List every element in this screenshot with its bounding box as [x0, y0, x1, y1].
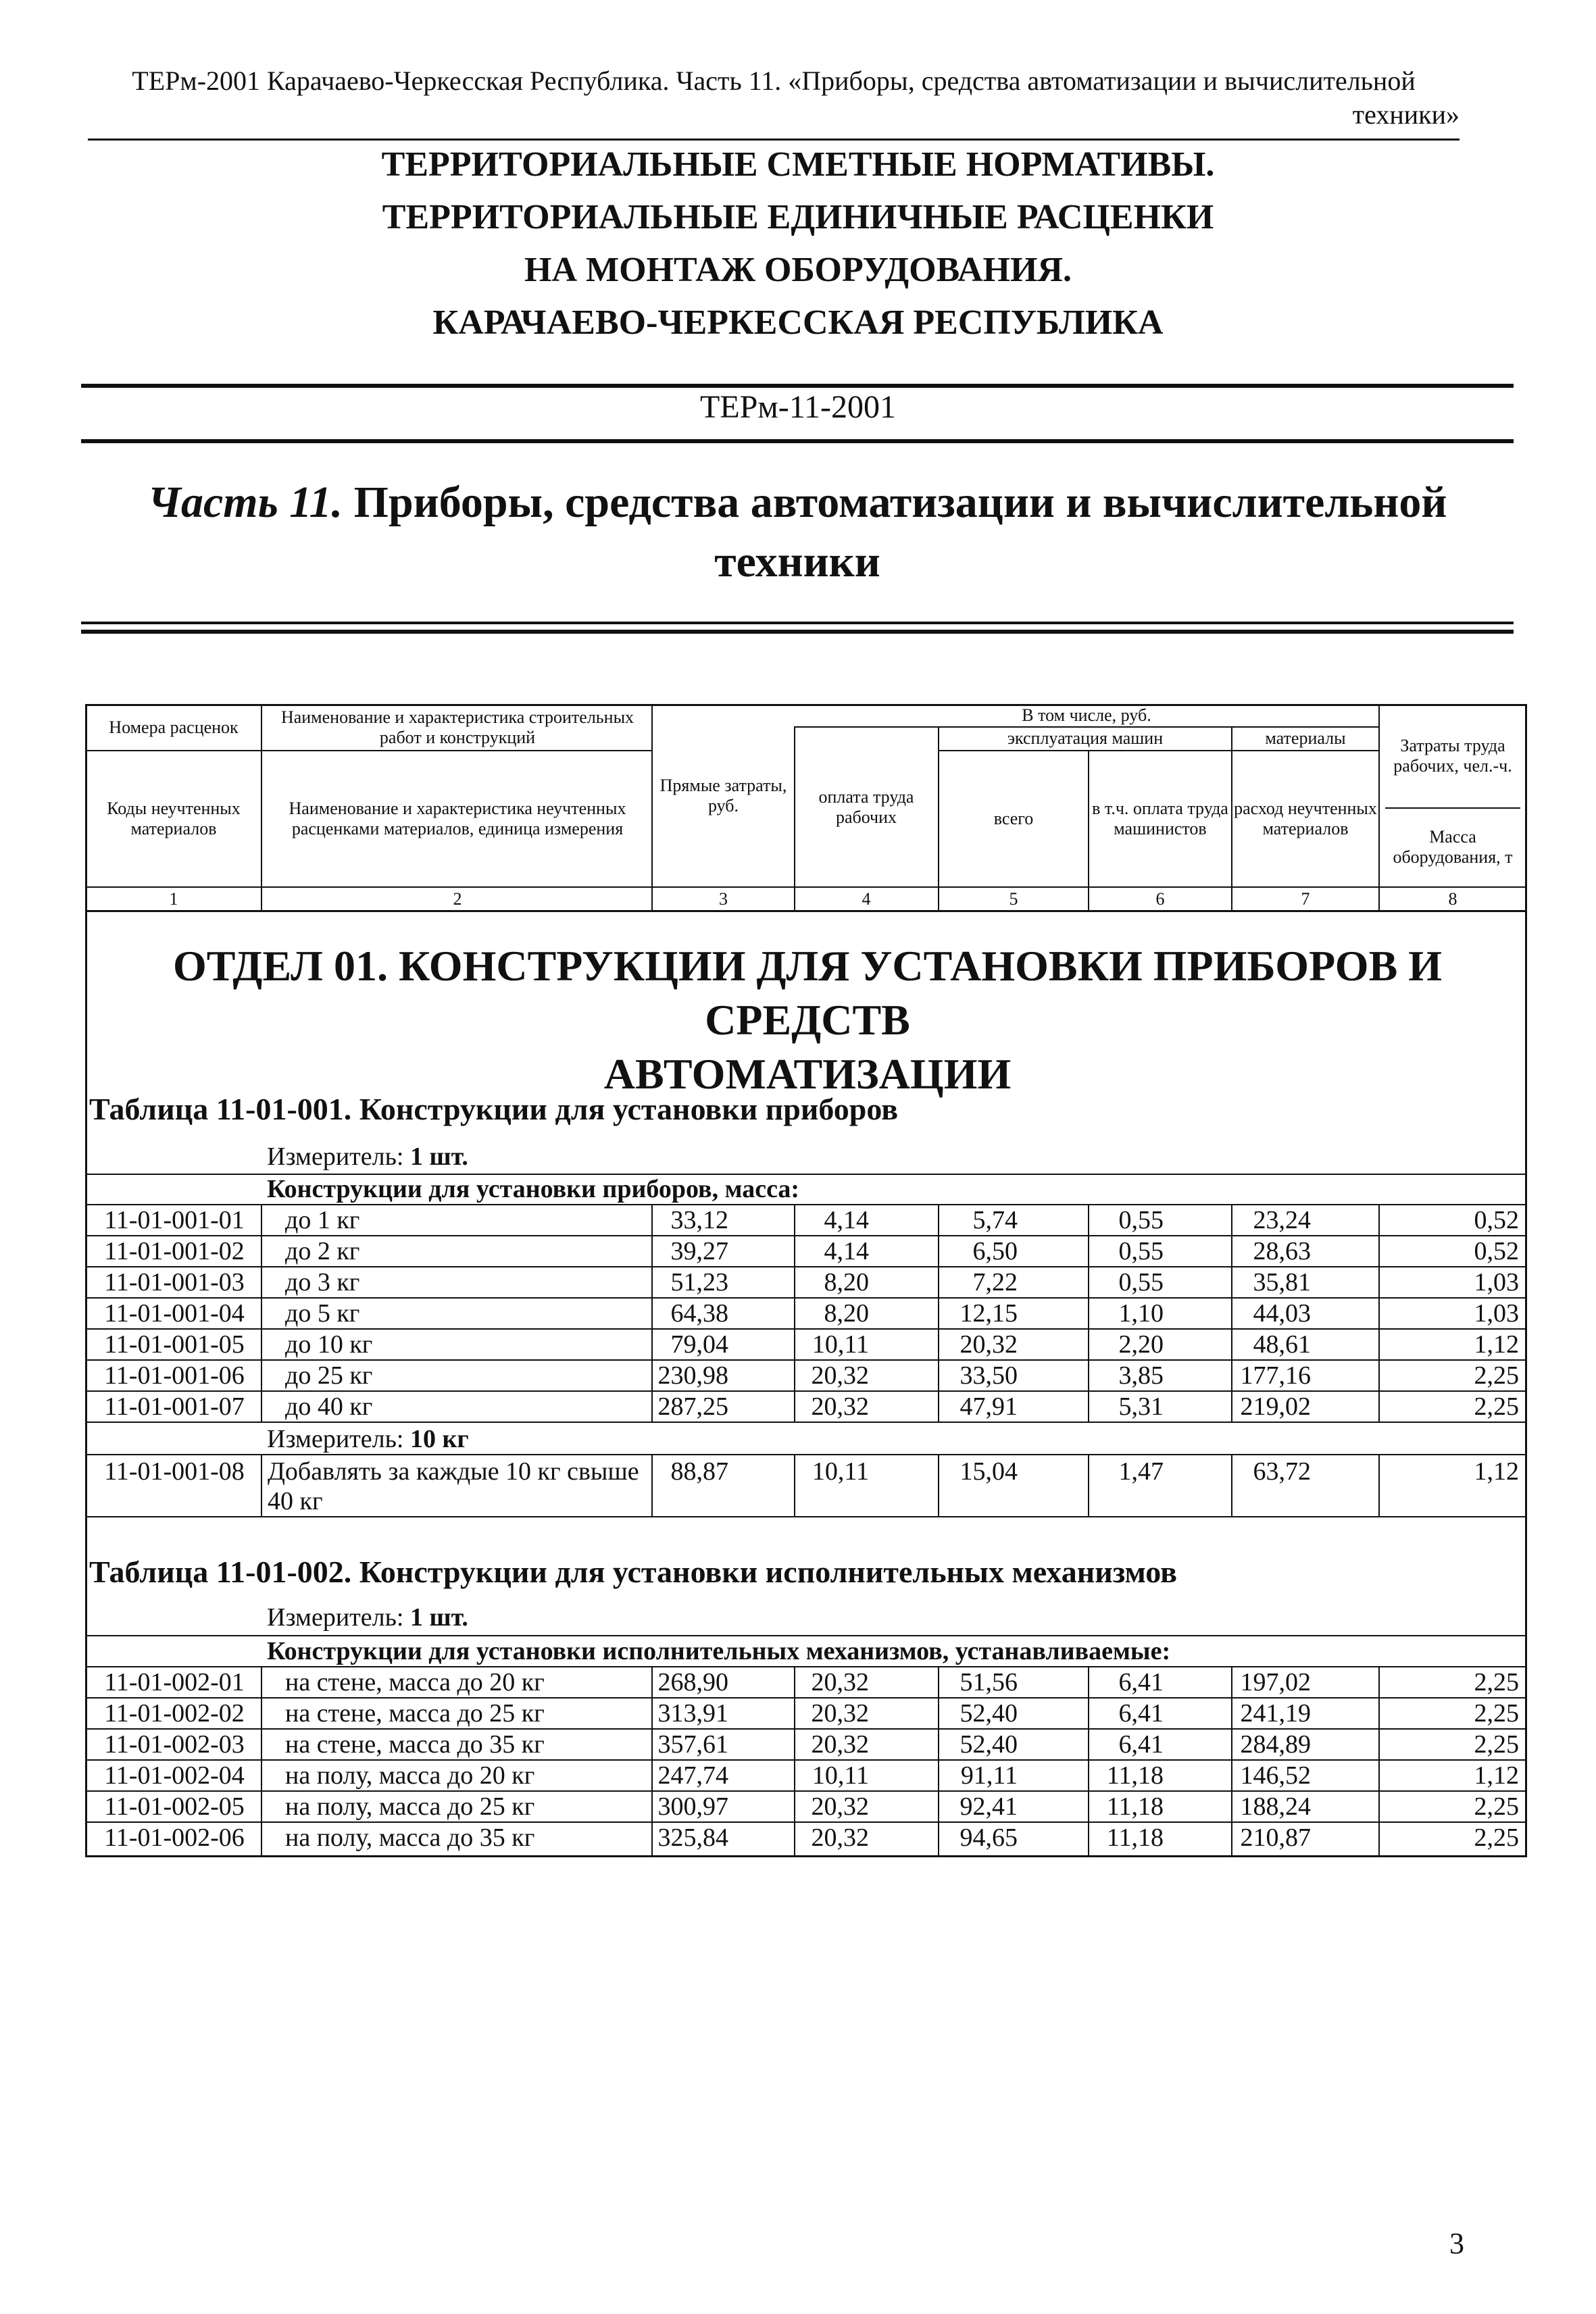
row-labor-hours: 2,25: [1474, 1361, 1519, 1390]
row-materials: 48,61: [1253, 1330, 1311, 1359]
col-number: 3: [719, 888, 728, 909]
row-machines-total: 12,15: [959, 1299, 1018, 1328]
row-direct-cost: 357,61: [657, 1730, 728, 1759]
header-col6: в т.ч. оплата труда машинистов: [1092, 799, 1228, 838]
row-machinist-pay: 0,55: [1118, 1268, 1164, 1297]
header-col8-bottom: Масса оборудования, т: [1393, 827, 1513, 867]
row-name: до 1 кг: [285, 1206, 360, 1234]
part-rule-1: [81, 622, 1514, 624]
row-machines-total: 47,91: [959, 1392, 1018, 1421]
row-code: 11-01-001-08: [104, 1457, 245, 1486]
table-row: [85, 1760, 1527, 1791]
row-machines-total: 33,50: [959, 1361, 1018, 1390]
row-labor-hours: 2,25: [1474, 1823, 1519, 1852]
row-machines-total: 7,22: [972, 1268, 1018, 1297]
header-col5: всего: [993, 809, 1034, 828]
row-code: 11-01-002-06: [104, 1823, 245, 1852]
row-materials: 23,24: [1253, 1206, 1311, 1234]
table-row: [85, 1391, 1527, 1422]
row-machinist-pay: 1,10: [1118, 1299, 1164, 1328]
row-machinist-pay: 6,41: [1118, 1668, 1164, 1696]
row-machines-total: 15,04: [959, 1457, 1018, 1486]
row-labor-hours: 2,25: [1474, 1699, 1519, 1728]
row-labor-hours: 0,52: [1474, 1237, 1519, 1265]
row-direct-cost: 39,27: [670, 1237, 728, 1265]
measure-label: Измеритель:: [267, 1142, 404, 1171]
measure-label: Измеритель:: [267, 1425, 404, 1453]
row-materials: 35,81: [1253, 1268, 1311, 1297]
row-labor-hours: 2,25: [1474, 1792, 1519, 1821]
part-title: [81, 473, 1514, 592]
row-labor-pay: 10,11: [812, 1330, 869, 1359]
header-col7: расход неучтенных материалов: [1234, 799, 1377, 838]
row-machines-total: 92,41: [959, 1792, 1018, 1821]
header-col1-bottom: Коды неучтенных материалов: [107, 799, 241, 838]
table-row: [85, 1822, 1527, 1853]
row-machinist-pay: 0,55: [1118, 1237, 1164, 1265]
header-col1-top: Номера расценок: [109, 718, 239, 737]
row-direct-cost: 51,23: [670, 1268, 728, 1297]
row-machinist-pay: 0,55: [1118, 1206, 1164, 1234]
row-machinist-pay: 2,20: [1118, 1330, 1164, 1359]
table-row: [85, 1329, 1527, 1360]
row-labor-pay: 20,32: [811, 1392, 869, 1421]
main-title-line: НА МОНТАЖ ОБОРУДОВАНИЯ.: [524, 251, 1072, 289]
table-row: [85, 1456, 1527, 1515]
part-title-line1: Приборы, средства автоматизации и вычислительной: [353, 478, 1447, 527]
row-labor-hours: 2,25: [1474, 1730, 1519, 1759]
row-labor-pay: 20,32: [811, 1699, 869, 1728]
row-name: до 2 кг: [285, 1237, 360, 1265]
row-name: Добавлять за каждые 10 кг свыше: [268, 1457, 639, 1486]
measure-value: 1 шт.: [410, 1603, 468, 1632]
row-machinist-pay: 11,18: [1106, 1761, 1164, 1790]
row-labor-pay: 10,11: [812, 1761, 869, 1790]
table2-group-label: Конструкции для установки исполнительных механизмов, устанавливаемые:: [267, 1637, 1171, 1665]
row-name: на полу, масса до 20 кг: [285, 1761, 535, 1790]
row-machinist-pay: 11,18: [1106, 1823, 1164, 1852]
row-code: 11-01-001-07: [104, 1392, 245, 1421]
row-direct-cost: 247,74: [657, 1761, 728, 1790]
row-labor-pay: 8,20: [824, 1299, 869, 1328]
row-materials: 146,52: [1240, 1761, 1311, 1790]
row-labor-pay: 20,32: [811, 1361, 869, 1390]
row-name: на стене, масса до 20 кг: [285, 1668, 545, 1696]
row-machinist-pay: 3,85: [1118, 1361, 1164, 1390]
row-direct-cost: 268,90: [657, 1668, 728, 1696]
row-materials: 44,03: [1253, 1299, 1311, 1328]
header-col2-bottom: Наименование и характеристика неучтенных расценками материалов, единица измерения: [289, 799, 626, 838]
row-labor-hours: 1,12: [1474, 1457, 1519, 1486]
row-direct-cost: 325,84: [657, 1823, 728, 1852]
section-title-line: ОТДЕЛ 01. КОНСТРУКЦИИ ДЛЯ УСТАНОВКИ ПРИБОРОВ И СРЕДСТВ: [172, 942, 1443, 1044]
row-direct-cost: 300,97: [657, 1792, 728, 1821]
row-name: на полу, масса до 35 кг: [285, 1823, 535, 1852]
col-number: 7: [1301, 888, 1310, 909]
row-name: до 3 кг: [285, 1268, 360, 1297]
section-title-line: АВТОМАТИЗАЦИИ: [603, 1050, 1012, 1098]
table-row: [85, 1205, 1527, 1236]
header-col3: Прямые затраты, руб.: [659, 776, 787, 815]
row-materials: 284,89: [1240, 1730, 1311, 1759]
table1-measure2: [267, 1424, 469, 1454]
table-row: [85, 1236, 1527, 1267]
table2-measure: [267, 1603, 468, 1632]
table1-group-label: Конструкции для установки приборов, масса:: [267, 1175, 800, 1203]
col-number: 4: [862, 888, 871, 909]
row-name: до 10 кг: [285, 1330, 373, 1359]
row-code: 11-01-002-05: [104, 1792, 245, 1821]
row-name-cont: 40 кг: [268, 1487, 323, 1515]
row-direct-cost: 64,38: [670, 1299, 728, 1328]
row-machines-total: 5,74: [972, 1206, 1018, 1234]
header-col8-top: Затраты труда рабочих, чел.-ч.: [1393, 736, 1512, 776]
row-materials: 197,02: [1240, 1668, 1311, 1696]
table-row: [85, 1267, 1527, 1298]
row-labor-pay: 20,32: [811, 1792, 869, 1821]
row-code: 11-01-002-04: [104, 1761, 245, 1790]
table2-title: Таблица 11-01-002. Конструкции для установки исполнительных механизмов: [89, 1555, 1177, 1589]
table1-measure: [267, 1142, 468, 1172]
row-labor-pay: 8,20: [824, 1268, 869, 1297]
part-title-prefix: Часть 11.: [147, 478, 343, 527]
table-row: [85, 1729, 1527, 1760]
code-title: ТЕРм-11-2001: [700, 389, 896, 425]
header-col2-top: Наименование и характеристика строительных работ и конструкций: [280, 707, 634, 747]
row-name: на стене, масса до 25 кг: [285, 1699, 545, 1728]
table-row: [85, 1667, 1527, 1698]
header-machines: эксплуатация машин: [1007, 728, 1164, 748]
main-title: [0, 139, 1596, 349]
row-materials: 188,24: [1240, 1792, 1311, 1821]
row-name: на полу, масса до 25 кг: [285, 1792, 535, 1821]
row-code: 11-01-002-02: [104, 1699, 245, 1728]
running-header: [88, 64, 1460, 132]
row-machines-total: 94,65: [959, 1823, 1018, 1852]
row-labor-hours: 2,25: [1474, 1392, 1519, 1421]
col-number: 2: [453, 888, 462, 909]
row-direct-cost: 88,87: [670, 1457, 728, 1486]
running-header-line1: ТЕРм-2001 Карачаево-Черкесская Республика. Часть 11. «Приборы, средства автоматизации и вычислительной: [132, 66, 1416, 96]
row-name: до 5 кг: [285, 1299, 360, 1328]
table-row: [85, 1791, 1527, 1822]
row-labor-hours: 2,25: [1474, 1668, 1519, 1696]
main-title-line: КАРАЧАЕВО-ЧЕРКЕССКАЯ РЕСПУБЛИКА: [432, 303, 1164, 342]
header-col4: оплата труда рабочих: [818, 787, 914, 827]
row-machines-total: 20,32: [959, 1330, 1018, 1359]
row-machines-total: 6,50: [972, 1237, 1018, 1265]
row-code: 11-01-001-01: [104, 1206, 245, 1234]
row-direct-cost: 313,91: [657, 1699, 728, 1728]
row-code: 11-01-001-03: [104, 1268, 245, 1297]
row-labor-pay: 20,32: [811, 1668, 869, 1696]
measure-label: Измеритель:: [267, 1603, 404, 1632]
row-machines-total: 91,11: [960, 1761, 1018, 1790]
measure-value: 1 шт.: [410, 1142, 468, 1171]
row-labor-hours: 1,12: [1474, 1330, 1519, 1359]
row-direct-cost: 33,12: [670, 1206, 728, 1234]
row-materials: 28,63: [1253, 1237, 1311, 1265]
row-direct-cost: 287,25: [657, 1392, 728, 1421]
row-machinist-pay: 5,31: [1118, 1392, 1164, 1421]
row-labor-hours: 0,52: [1474, 1206, 1519, 1234]
row-code: 11-01-001-04: [104, 1299, 245, 1328]
row-labor-pay: 10,11: [812, 1457, 869, 1486]
table-row: [85, 1360, 1527, 1391]
row-machinist-pay: 11,18: [1106, 1792, 1164, 1821]
table-row: [85, 1298, 1527, 1329]
header-materials: материалы: [1265, 728, 1346, 748]
row-machines-total: 52,40: [959, 1699, 1018, 1728]
row-labor-pay: 4,14: [824, 1206, 869, 1234]
running-header-line2: техники»: [1352, 99, 1460, 130]
row-materials: 177,16: [1240, 1361, 1311, 1390]
row-materials: 241,19: [1240, 1699, 1311, 1728]
measure-value: 10 кг: [410, 1425, 469, 1453]
part-title-line2: техники: [714, 537, 880, 586]
row-machinist-pay: 1,47: [1118, 1457, 1164, 1486]
row-labor-pay: 20,32: [811, 1730, 869, 1759]
table-row: [85, 1698, 1527, 1729]
row-direct-cost: 79,04: [670, 1330, 728, 1359]
row-labor-pay: 20,32: [811, 1823, 869, 1852]
col-number: 1: [169, 888, 178, 909]
col-number: 8: [1448, 888, 1457, 909]
row-labor-hours: 1,12: [1474, 1761, 1519, 1790]
row-materials: 63,72: [1253, 1457, 1311, 1486]
row-machines-total: 51,56: [959, 1668, 1018, 1696]
row-machinist-pay: 6,41: [1118, 1730, 1164, 1759]
table1-title: Таблица 11-01-001. Конструкции для установки приборов: [89, 1092, 899, 1126]
col-number: 6: [1155, 888, 1165, 909]
main-title-line: ТЕРРИТОРИАЛЬНЫЕ ЕДИНИЧНЫЕ РАСЦЕНКИ: [382, 198, 1214, 236]
row-code: 11-01-001-05: [104, 1330, 245, 1359]
row-direct-cost: 230,98: [657, 1361, 728, 1390]
row-name: на стене, масса до 35 кг: [285, 1730, 545, 1759]
row-labor-pay: 4,14: [824, 1237, 869, 1265]
code-rule-top: [81, 384, 1514, 388]
row-machinist-pay: 6,41: [1118, 1699, 1164, 1728]
row-machines-total: 52,40: [959, 1730, 1018, 1759]
row-code: 11-01-002-01: [104, 1668, 245, 1696]
header-incl: В том числе, руб.: [1022, 705, 1151, 725]
row-code: 11-01-001-06: [104, 1361, 245, 1390]
section-title: [88, 939, 1527, 1101]
part-rule-2: [81, 630, 1514, 634]
row-code: 11-01-002-03: [104, 1730, 245, 1759]
main-title-line: ТЕРРИТОРИАЛЬНЫЕ СМЕТНЫЕ НОРМАТИВЫ.: [381, 145, 1215, 184]
row-labor-hours: 1,03: [1474, 1299, 1519, 1328]
code-rule-bottom: [81, 439, 1514, 443]
row-labor-hours: 1,03: [1474, 1268, 1519, 1297]
row-code: 11-01-001-02: [104, 1237, 245, 1265]
page-number: 3: [1449, 2227, 1464, 2260]
row-materials: 219,02: [1240, 1392, 1311, 1421]
row-materials: 210,87: [1240, 1823, 1311, 1852]
row-name: до 25 кг: [285, 1361, 373, 1390]
row-name: до 40 кг: [285, 1392, 373, 1421]
col-number: 5: [1009, 888, 1018, 909]
